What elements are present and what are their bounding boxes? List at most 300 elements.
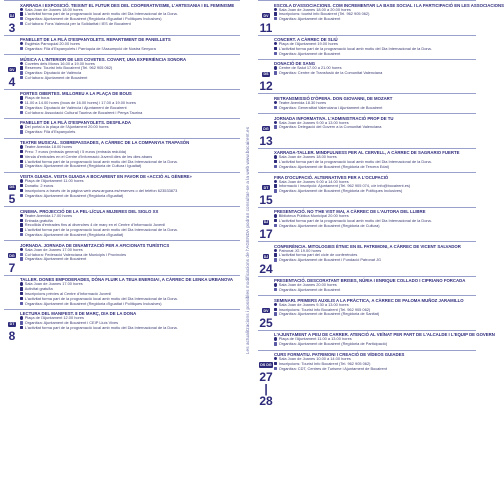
day-badge xyxy=(4,277,20,308)
day-of-week: DG xyxy=(9,253,15,258)
agenda-day-row xyxy=(258,148,476,172)
event-detail-text: Organitza: Ajuntament de Bocairent xyxy=(24,256,87,262)
event-detail xyxy=(20,164,240,169)
event-item xyxy=(274,278,476,293)
location-time-icon xyxy=(274,66,277,69)
location-time-icon xyxy=(274,42,277,45)
agenda-day-row xyxy=(4,206,240,240)
day-of-week: DJ xyxy=(263,220,269,225)
organizer-icon xyxy=(274,288,277,291)
day-badge xyxy=(258,278,274,294)
day-of-week: DJ xyxy=(9,13,15,18)
event-detail-text: Església Parroquial 20.00 hores xyxy=(24,41,80,47)
event-detail-text: Recollida d'entrades fins al divendres 4 de març en el Centre d'Informació Juvenil xyxy=(24,222,166,228)
event-detail-text: Organitza: Ajuntament de Bocairent i CEIP Lluís Vives xyxy=(24,320,119,326)
info-icon xyxy=(274,219,277,222)
day-badge xyxy=(4,140,20,171)
event-detail xyxy=(20,233,240,238)
location-time-icon xyxy=(274,357,277,360)
event-list xyxy=(20,277,240,308)
event-detail xyxy=(274,312,476,317)
event-detail-text: Organitza: Ajuntament de Bocairent (Regidoria de Participació) xyxy=(278,341,388,347)
agenda-day-row xyxy=(258,172,476,207)
event-item xyxy=(274,332,495,347)
event-detail xyxy=(274,224,476,229)
event-detail-text: Organitza: Ajuntament de Bocairent xyxy=(278,287,341,293)
day-number: 17 xyxy=(259,227,273,242)
location-time-icon xyxy=(20,282,23,285)
event-detail-text: L'activitat forma part de la programació local amb motiu del Dia Internacional de la Dona. xyxy=(278,45,432,51)
event-item xyxy=(20,277,240,306)
event-detail-text: Sala Joan de Joanes 17.00 hores xyxy=(24,246,83,252)
event-detail-text: Plaça de bous xyxy=(24,95,50,101)
event-item xyxy=(274,175,476,194)
day-badge xyxy=(258,150,274,171)
event-detail-text: Organitza: Ajuntament de Bocairent (Regidoria d'Igualtat i Polítiques Inclusives) xyxy=(24,16,162,22)
event-detail xyxy=(274,189,476,194)
event-item xyxy=(20,37,240,52)
event-detail-text: Organitza: Ajuntament de Bocairent (Regidoria de Polítiques Inclusives) xyxy=(278,188,403,194)
day-badge xyxy=(258,175,274,206)
info-icon xyxy=(274,160,277,163)
organizer-icon xyxy=(20,106,23,109)
organizer-icon xyxy=(274,224,277,227)
event-detail-text: Sala Joan de Joanes 9.30 a 13.00 hores xyxy=(278,301,349,307)
event-list xyxy=(20,37,240,53)
event-title: RETRANSMISSIÓ D'ÒPERA. DON GIOVANNI, DE MOZART xyxy=(274,95,393,101)
organizer-icon xyxy=(274,258,277,261)
info-icon xyxy=(20,228,23,231)
day-of-week: DG xyxy=(263,126,269,131)
event-title: L'AJUNTAMENT A PEU DE CARRER. ATENCIÓ AL VEÏNAT PER PART DE L'ALCALDE I L'EQUIP DE GOVERN xyxy=(274,332,495,338)
agenda-day-row xyxy=(4,0,240,35)
day-number: 15 xyxy=(259,192,273,207)
day-number: 3 xyxy=(8,20,16,35)
event-detail-text: Sala Joan de Joanes 10.00 a 14.00 hores xyxy=(278,356,351,362)
day-badge xyxy=(258,244,274,275)
agenda-day-row xyxy=(4,172,240,207)
location-time-icon xyxy=(274,101,277,104)
event-detail-text: Organitza: Ajuntament de Bocairent (Regidoria de Tercera Edat) xyxy=(278,163,390,169)
event-list xyxy=(274,278,476,294)
location-time-icon xyxy=(20,42,23,45)
event-title: PANELLET DE LA FILÀ D'ESPANYOLETS. REPARTIMENT DE PANELLETS xyxy=(20,37,171,42)
event-detail-text: Sala Joan de Joanes 18.00 hores xyxy=(278,154,337,160)
day-badge xyxy=(258,37,274,58)
event-list xyxy=(20,120,240,136)
event-detail xyxy=(274,367,476,372)
event-title: CONCERT. A CÀRREC DE SLIÚ xyxy=(274,37,338,42)
event-detail-text: Inscripcions: tourist info Bocairent (Tel. 962 905 062) xyxy=(278,11,370,17)
event-detail-text: Informació i inscripció: Ajuntament (Tel. 962 905 074, c/e info@bocairent.es) xyxy=(278,183,411,189)
info-icon xyxy=(274,12,277,15)
day-number: 7 xyxy=(8,260,16,275)
event-detail-text: L'activitat forma part del cicle de conferències xyxy=(278,252,358,258)
agenda-column-left xyxy=(4,0,240,480)
day-badge xyxy=(258,332,274,348)
event-list xyxy=(274,116,476,147)
event-detail-text: Sala Joan de Joanes 18.00 hores xyxy=(24,6,83,12)
day-badge xyxy=(4,243,20,274)
event-detail xyxy=(274,342,476,347)
location-time-icon xyxy=(274,249,277,252)
day-of-week: DV xyxy=(9,67,15,72)
event-title: VISITA GUIADA. VISITA GUIADA A BOCAIRENT EN FAVOR DE «ACCIÓ AL GÈNERE» xyxy=(20,174,192,180)
location-time-icon xyxy=(20,145,23,148)
info-icon xyxy=(20,184,23,187)
event-list xyxy=(274,332,495,348)
agenda-day-row xyxy=(4,118,240,138)
event-detail-text: Plaça de l'Ajuntament 12.00 hores xyxy=(24,315,84,321)
event-title: TALLER. DONES EMPODERADES, DÓNA FLUIR LA TEUA ENERGIA!, A CÀRREC DE LENKA URBANOVA xyxy=(20,277,234,283)
day-number: 13 xyxy=(259,133,273,148)
agenda-day-row xyxy=(258,241,476,276)
agenda-day-row xyxy=(4,240,240,275)
organizer-icon xyxy=(274,342,277,345)
event-detail-text: Sala Joan de Joanes 17.00 hores xyxy=(24,281,83,287)
event-detail xyxy=(20,130,240,135)
location-time-icon xyxy=(274,214,277,217)
info-icon xyxy=(20,12,23,15)
info-icon xyxy=(20,66,23,69)
event-detail-text: Organitza: Ajuntament de Bocairent (Regidoria d'Igualtat) xyxy=(24,232,124,238)
event-item xyxy=(20,243,240,262)
organizer-icon xyxy=(274,312,277,315)
info-icon xyxy=(20,160,23,163)
event-detail-text: Organitza: Diputació de València i Ajuntament de Bocairent xyxy=(24,104,127,110)
location-time-icon xyxy=(274,303,277,306)
event-list xyxy=(20,311,240,342)
event-title: FIRA D'OCUPACIÓ. ALTERNATIVES PER A L'OCUPACIÓ xyxy=(274,174,389,180)
event-detail-text: Inscripcions a través de la pàgina web www.arguea.es/reserves o del telèfon 623533873 xyxy=(24,187,178,193)
event-detail-text: Organitza: Ajuntament de Bocairent (Regidoria d'Igualtat i Polítiques Inclusives) xyxy=(24,300,162,306)
event-list xyxy=(274,37,476,58)
agenda-day-row xyxy=(258,35,476,59)
event-list xyxy=(20,209,240,240)
day-badge xyxy=(258,298,274,329)
agenda-day-row xyxy=(258,59,476,94)
event-list xyxy=(20,243,240,274)
event-detail-text: Organitza: Ajuntament de Bocairent xyxy=(278,50,341,56)
day-badge xyxy=(258,116,274,147)
event-detail-text: 11.00 a 14.00 hores (bous de 16.00 hores) i 17.00 a 19.00 hores xyxy=(24,100,136,106)
agenda-day-row xyxy=(258,113,476,148)
day-number: 4 xyxy=(8,74,16,89)
organizer-icon xyxy=(274,367,277,370)
agenda-day-row xyxy=(4,275,240,309)
info-icon xyxy=(274,253,277,256)
agenda-day-row xyxy=(258,207,476,242)
organizer-icon xyxy=(20,233,23,236)
day-badge xyxy=(4,57,20,88)
day-of-week: DS xyxy=(9,185,15,190)
event-item xyxy=(20,3,240,27)
organizer-icon xyxy=(274,17,277,20)
agenda-day-row xyxy=(258,93,476,113)
event-item xyxy=(274,116,476,131)
event-detail-text: Patronat JG 19.00 hores xyxy=(278,247,322,253)
event-detail-text: L'activitat forma part de la programació local amb motiu del Dia Internacional de la Dona. xyxy=(24,158,178,164)
event-detail-text: Biblioteca Pública Municipal 20.00 hores xyxy=(278,213,349,219)
day-number: 11 xyxy=(259,20,273,35)
event-item xyxy=(274,209,476,228)
event-detail-text: Activitat gratuïta xyxy=(24,286,53,292)
event-list xyxy=(274,150,476,171)
event-detail-text: Sala Joan de Joanes 20.00 hores xyxy=(278,282,337,288)
agenda-day-row xyxy=(4,309,240,344)
location-time-icon xyxy=(274,180,277,183)
event-detail-text: Organitza: Ajuntament de Bocairent (Regidoria de Cultura i Igualtat) xyxy=(24,163,142,169)
info-icon xyxy=(20,326,23,329)
event-title: PRESENTACIÓ. DESCORATANT BRISES, NÚRIA I ENRIQUE COLLADO I CIPRIANO FORCADA xyxy=(274,278,466,284)
event-detail-text: Organitza: CDT, Centres de Turisme i Ajuntament de Bocairent xyxy=(278,365,387,371)
event-detail-text: L'activitat forma part de la programació local amb motiu del Dia Internacional de la Dona. xyxy=(24,11,178,17)
day-badge xyxy=(4,209,20,240)
day-badge xyxy=(258,209,274,240)
agenda-day-row xyxy=(258,276,476,296)
event-item xyxy=(274,352,476,371)
event-title: PORTES OBERTES. MILLOREU A LA PLAÇA DE BOUS xyxy=(20,91,132,97)
info-icon xyxy=(20,150,23,153)
organizer-icon xyxy=(20,111,23,114)
spine-note-text: Les actualitzacions i possibles modificacions de l'AGENDA podran consultar-se a la web www.bocairent.es xyxy=(245,126,251,354)
event-detail xyxy=(20,302,240,307)
event-item xyxy=(274,150,476,169)
event-item xyxy=(20,57,240,81)
agenda-day-row xyxy=(4,89,240,118)
event-detail-text: Plaça de l'Ajuntament 11.00 a 13.00 hores xyxy=(278,336,352,342)
event-detail-text: Organitza: Diputació de València xyxy=(24,70,82,76)
organizer-icon xyxy=(20,194,23,197)
event-title: CURS FORMATIU. PATRIMONI I CREACIÓ DE VÍDEOS GUIADES xyxy=(274,352,405,358)
event-title: MÚSICA A L'INTERIOR DE LES COVETES. COVART, UNA EXPERIÈNCIA SONORA xyxy=(20,56,187,62)
day-badge xyxy=(258,61,274,92)
day-of-week: DS xyxy=(263,72,269,77)
event-detail xyxy=(274,125,476,130)
event-list xyxy=(20,174,240,205)
location-time-icon xyxy=(20,316,23,319)
day-badge xyxy=(4,120,20,136)
organizer-icon xyxy=(274,106,277,109)
info-icon xyxy=(20,219,23,222)
info-icon xyxy=(274,308,277,311)
event-detail-text: Organitza: Ajuntament de Bocairent (Regidoria d'Igualtat) xyxy=(24,192,124,198)
event-detail xyxy=(20,111,240,116)
event-list xyxy=(20,140,240,171)
organizer-icon xyxy=(20,22,23,25)
event-detail-text: Donatiu: 2 euros xyxy=(24,183,54,189)
agenda-day-row xyxy=(4,138,240,172)
event-item xyxy=(20,209,240,238)
agenda-day-row xyxy=(4,54,240,89)
event-detail xyxy=(20,76,240,81)
event-detail xyxy=(274,71,476,76)
organizer-icon xyxy=(274,125,277,128)
organizer-icon xyxy=(274,189,277,192)
organizer-icon xyxy=(20,17,23,20)
event-detail-text: Col·labora: Federació Valenciana de Municipis i Províncies xyxy=(24,251,127,257)
event-list xyxy=(274,352,476,407)
day-badge xyxy=(4,311,20,342)
event-title: TEATRE MUSICAL. SOBREPASSADES, A CÀRREC DE LA COMPANYIA TRAPASÓN xyxy=(20,140,190,146)
day-badge xyxy=(258,3,274,34)
event-list xyxy=(274,209,476,240)
event-detail-text: Col·labora: Associació Cultural Taurina de Bocairent i Penya Taurina xyxy=(24,109,143,115)
event-detail-text: Sala Joan de Joanes 18.00 a 20.00 hores xyxy=(278,6,351,12)
event-detail-text: Organitza: Filà d'Espanyolets i Parròquia de l'Assumpció de Nostra Senyora xyxy=(24,45,156,51)
day-badge xyxy=(4,37,20,53)
event-title: LECTURA DEL MANIFEST. 8 DE MARÇ, DIA DE LA DONA xyxy=(20,311,137,317)
event-detail-text: Inscripcions: Tourist Info Bocairent (Tel. 962 905 062) xyxy=(278,360,371,366)
day-number: 8 xyxy=(8,329,16,344)
day-badge xyxy=(4,91,20,117)
event-title: JORNADA. JORNADA DE DINAMITZACIÓ PER A AFICIONATS TURÍSTICS xyxy=(20,242,170,248)
info-icon xyxy=(20,155,23,158)
event-detail-text: Covetes dels Moros 16.00 a 19.00 hores xyxy=(24,60,95,66)
organizer-icon xyxy=(20,130,23,133)
event-list xyxy=(20,57,240,88)
event-detail-text: Col·labora: Ajuntament de Bocairent xyxy=(24,75,88,81)
event-detail-text: Venda d'entrades en el Centre d'Informació Juvenil dies de les dies abans xyxy=(24,153,153,159)
event-detail xyxy=(274,106,476,111)
event-title: CONFERÈNCIA. MITOLOGIES ÈTNIC EN EL PATRIMONI, A CÀRREC DE VICENT SALVADOR xyxy=(274,243,461,249)
event-detail xyxy=(20,257,240,262)
event-detail-text: Inscripcions prèvies al Centre d'Informació Juvenil xyxy=(24,291,112,296)
organizer-icon xyxy=(274,71,277,74)
location-time-icon xyxy=(20,179,23,182)
location-time-icon xyxy=(20,101,23,104)
organizer-icon xyxy=(274,165,277,168)
event-detail-text: Organitza: Ajuntament de Bocairent (Regidoria de Cultura) xyxy=(278,222,380,228)
event-detail-text: Del portal a la plaça de l'Ajuntament 20.00 hores xyxy=(24,124,109,130)
day-badge xyxy=(258,96,274,112)
event-detail xyxy=(20,22,240,27)
event-detail xyxy=(274,165,476,170)
event-detail-text: Organitza: Generalitat Valenciana i Ajuntament de Bocairent xyxy=(278,104,383,110)
agenda-day-row xyxy=(258,330,495,350)
event-title: XARRADA I EXPOSICIÓ. TEIXINT EL FUTUR DES DEL COOPERATIVISME, L'ARTESANIA I EL FEMINISME xyxy=(20,2,235,8)
info-icon xyxy=(20,96,23,99)
event-detail-text: Organitza: Centre de Transfusió de la Comunitat Valenciana xyxy=(278,70,383,76)
organizer-icon xyxy=(20,47,23,50)
event-title: PRESENTACIÓ. NO T'HE VIST MAI, A CÀRREC DE L'AUTORA DEL LLIBRE xyxy=(274,209,426,215)
event-item xyxy=(274,2,504,22)
location-time-icon xyxy=(20,214,23,217)
agenda-day-row xyxy=(258,350,476,409)
event-detail xyxy=(274,288,476,293)
event-list xyxy=(274,96,476,112)
event-item xyxy=(20,91,240,115)
day-of-week: DV xyxy=(263,13,269,18)
day-number: 27 | 28 xyxy=(259,370,273,409)
event-title: CINEMA. PROJECCIÓ DE LA PEL·LÍCULA MUJERES DEL SIGLO XX xyxy=(20,208,159,214)
info-icon xyxy=(274,362,277,365)
location-time-icon xyxy=(20,248,23,251)
event-list xyxy=(20,3,240,34)
day-badge xyxy=(4,3,20,34)
event-detail xyxy=(20,47,240,52)
event-item xyxy=(274,244,476,263)
event-detail-text: Plaça de l'Ajuntament 11.00 hores xyxy=(24,178,84,184)
agenda-column-right xyxy=(258,0,504,480)
event-detail-text: Teatre Avenida 18.30 hores xyxy=(278,100,327,106)
event-detail-text: Preu: 7 euros (entrada general) i 5 euros (entrada reduïda) xyxy=(24,149,127,155)
location-time-icon xyxy=(20,125,23,128)
event-detail-text: Reserves: Tourist Info Bocairent (Tel. 962 905 062) xyxy=(24,65,113,71)
info-icon xyxy=(20,189,23,192)
day-number: 25 xyxy=(259,315,273,330)
event-list xyxy=(274,175,476,206)
event-item xyxy=(20,120,240,135)
location-time-icon xyxy=(20,62,23,65)
event-item xyxy=(274,37,476,56)
event-title: DONACIÓ DE SANG xyxy=(274,61,316,67)
location-time-icon xyxy=(20,8,23,11)
event-item xyxy=(20,174,240,198)
event-detail-text: Col·labora: Fons Valencià per la Solidaritat i IES de Bocairent xyxy=(24,20,131,26)
spine-note xyxy=(241,6,255,474)
info-icon xyxy=(274,47,277,50)
day-number: 24 xyxy=(259,261,273,276)
event-list xyxy=(274,2,504,34)
event-detail xyxy=(20,326,240,331)
event-detail-text: Organitza: Ajuntament de Bocairent (Regidoria de Sanitat) xyxy=(278,311,380,317)
event-list xyxy=(20,91,240,117)
location-time-icon xyxy=(274,121,277,124)
organizer-icon xyxy=(20,257,23,260)
event-detail-text: Centre de Salut 17.00 a 21.00 hores xyxy=(278,65,342,71)
day-of-week: DT xyxy=(9,322,15,327)
organizer-icon xyxy=(20,76,23,79)
event-detail-text: L'activitat forma part de la programació local amb motiu del Dia Internacional de la Dona. xyxy=(278,159,432,165)
event-item xyxy=(20,140,240,169)
day-of-week: DT xyxy=(263,185,269,190)
event-detail-text: Teatre Avenida 17.00 hores xyxy=(24,212,73,218)
day-badge xyxy=(4,174,20,205)
event-detail-text: Organitza: Ajuntament de Bocairent i Fundació Patronat JG xyxy=(278,257,382,263)
day-number: 5 xyxy=(8,192,16,207)
event-detail-text: Organitza: Ajuntament de Bocairent xyxy=(278,16,341,22)
event-item xyxy=(274,96,476,111)
event-item xyxy=(274,298,476,317)
event-detail-text: Teatre Avenida 18.00 hores xyxy=(24,144,73,150)
event-detail-text: L'activitat forma part de la programació local amb motiu del Dia Internacional de la Dona. xyxy=(24,227,178,233)
event-detail-text: Inscripcions: Tourist info Bocairent (Tel. 962 905 062) xyxy=(278,306,371,312)
location-time-icon xyxy=(274,337,277,340)
organizer-icon xyxy=(274,52,277,55)
agenda-day-row xyxy=(4,35,240,55)
event-detail xyxy=(20,194,240,199)
event-detail-text: Plaça de l'Ajuntament 19.00 hores xyxy=(278,41,338,47)
day-of-week: DV xyxy=(263,308,269,313)
event-detail-text: L'activitat forma part de la programació local amb motiu del Dia Internacional de la Dona. xyxy=(278,218,432,224)
agenda-day-row xyxy=(258,295,476,330)
event-detail-text: Organitza: Delegació del Govern a la Comunitat Valenciana xyxy=(278,124,382,130)
organizer-icon xyxy=(20,302,23,305)
event-title: SEMINARI. PRIMERS AUXILIS A LA PRÀCTICA, A CÀRREC DE PALOMA MUÑOZ JARAMILLO xyxy=(274,297,464,303)
event-title: ESCOLA D'ASSOCIACIONS. COM INCREMENTAR LA BASE SOCIAL I LA PARTICIPACIÓ EN LES ASSOCIACIONS xyxy=(274,2,504,8)
location-time-icon xyxy=(274,283,277,286)
event-detail xyxy=(274,258,476,263)
event-title: XARRADA-TALLER. MINDFULNESS PER AL CERVELL, A CÀRREC DE SAGRARIO FUERTE xyxy=(274,150,460,156)
event-detail-text: Sala Joan de Joanes 9.00 a 14.00 hores xyxy=(278,178,349,184)
event-detail-text: Entrada gratuïta xyxy=(24,217,53,223)
day-of-week: DJ xyxy=(263,254,269,259)
day-of-week: DS DG xyxy=(260,363,272,368)
organizer-icon xyxy=(20,321,23,324)
agenda-day-row xyxy=(258,0,504,35)
event-list xyxy=(274,61,476,92)
